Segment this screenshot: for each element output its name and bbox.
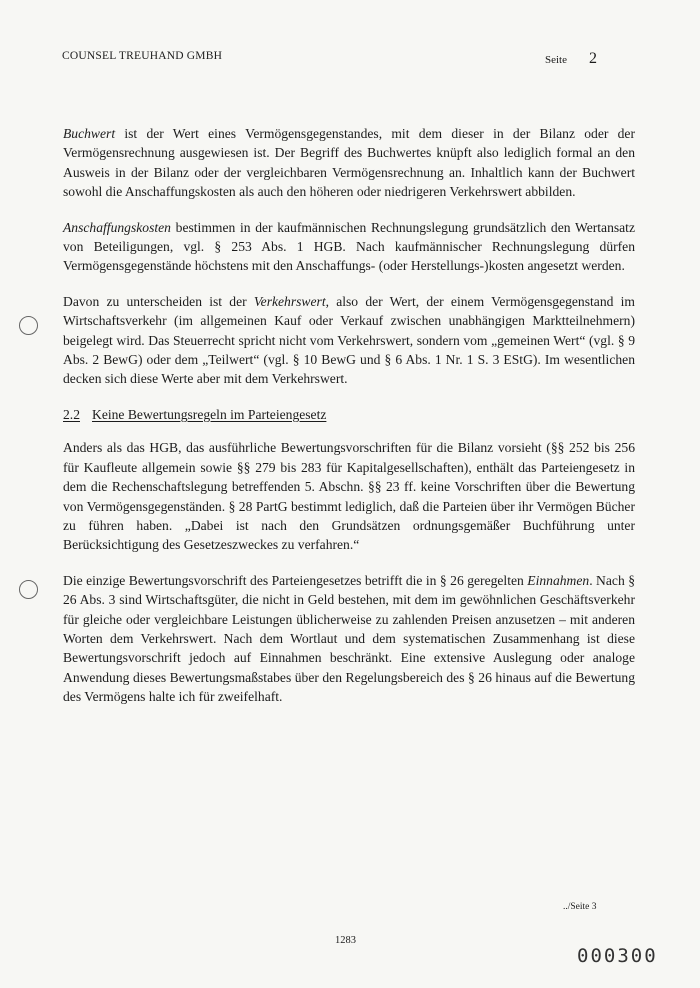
paragraph-hgb	[63, 438, 635, 554]
section-title: Keine Bewertungsregeln im Parteiengesetz	[92, 406, 327, 422]
paragraph-text: Davon zu unterscheiden ist der	[63, 293, 254, 309]
term-anschaffungskosten: Anschaffungskosten	[63, 219, 171, 235]
paragraph-text: Anders als das HGB, das ausführliche Bewertungsvorschriften für die Bilanz vorsieht (§§ 252 bis 256 für Kaufleute allgemein sowie §§ 279 bis 283 für Kapitalgesellschaften), enthält das Parteiengesetz in dem die Rechenschaftslegung betreffenden 5. Abschn. §§ 23 ff. keine Vorschriften über die Bewertung von Vermögensgegenständen. § 28 PartG bestimmt lediglich, daß die Parteien über ihr Vermögen Bücher zu führen haben. „Dabei ist nach den Grundsätzen ordnungsgemäßer Buchführung unter Berücksichtigung des Gesetzeszweckes zu verfahren.“	[63, 440, 635, 553]
punch-hole	[19, 316, 38, 335]
paragraph-anschaffungskosten	[63, 218, 635, 276]
paragraph-text: , also der Wert, der einem Vermögensgegenstand im Wirtschaftsverkehr (im allgemeinen Kauf oder Verkauf zwischen unabhängigen Marktteilnehmern) beigelegt wird. Das Steuerrecht spricht nicht vom Verkehrswert, sondern vom „gemeinen Wert“ (vgl. § 9 Abs. 2 BewG) oder dem „Teilwert“ (vgl. § 10 BewG und § 6 Abs. 1 Nr. 1 S. 3 EStG). Im wesentlichen decken sich diese Werte aber mit dem Verkehrswert.	[63, 293, 635, 387]
company-name: COUNSEL TREUHAND GMBH	[62, 50, 223, 62]
paragraph-text: bestimmen in der kaufmännischen Rechnungslegung grundsätzlich den Wertansatz von Beteiligungen, vgl. § 253 Abs. 1 HGB. Nach kaufmännischer Rechnungslegung dürfen Vermögensgegenstände höchstens mit den Anschaffungs- (oder Herstellungs-)kosten angesetzt werden.	[63, 219, 635, 274]
section-heading	[63, 405, 635, 424]
punch-hole	[19, 580, 38, 599]
paragraph-buchwert	[63, 124, 635, 202]
body-text	[63, 124, 635, 723]
term-einnahmen: Einnahmen	[527, 572, 590, 588]
term-buchwert: Buchwert	[63, 126, 116, 141]
footer-page-number: 1283	[335, 935, 356, 946]
page-indicator	[545, 50, 597, 68]
next-page-reference: ../Seite 3	[563, 902, 597, 912]
term-verkehrswert: Verkehrswert	[253, 293, 326, 309]
page-number: 2	[589, 50, 597, 67]
archive-stamp-number: 000300	[577, 945, 658, 967]
section-number: 2.2	[63, 406, 80, 422]
paragraph-verkehrswert	[63, 292, 635, 389]
page-label: Seite	[545, 54, 567, 66]
paragraph-text: Die einzige Bewertungsvorschrift des Parteiengesetzes betrifft die in § 26 geregelten	[63, 572, 528, 588]
paragraph-bewertungsvorschrift	[63, 571, 635, 707]
paragraph-text: . Nach § 26 Abs. 3 sind Wirtschaftsgüter, die nicht in Geld bestehen, mit dem im gewöhnlichen Geschäftsverkehr für gleiche oder vergleichbare Leistungen üblicherweise zu zahlenden Preisen anzusetzen – mit anderen Worten dem Verkehrswert. Nach dem Wortlaut und dem systematischen Zusammenhang ist diese Bewertungsvorschrift jedoch auf Einnahmen beschränkt. Eine extensive Auslegung oder analoge Anwendung dieses Bewertungsmaßstabes über den Regelungsbereich des § 26 hinaus auf die Bewertung des Vermögens halte ich für zweifelhaft.	[63, 572, 635, 705]
paragraph-text: ist der Wert eines Vermögensgegenstandes, mit dem dieser in der Bilanz oder der Vermögensrechnung ausgewiesen ist. Der Begriff des Buchwertes knüpft also lediglich formal an den Ausweis in der Bilanz oder der vergleichbaren Vermögensrechnung an. Inhaltlich kann der Buchwert sowohl die Anschaffungskosten als auch den höheren oder niedrigeren Verkehrswert abbilden.	[63, 126, 635, 200]
